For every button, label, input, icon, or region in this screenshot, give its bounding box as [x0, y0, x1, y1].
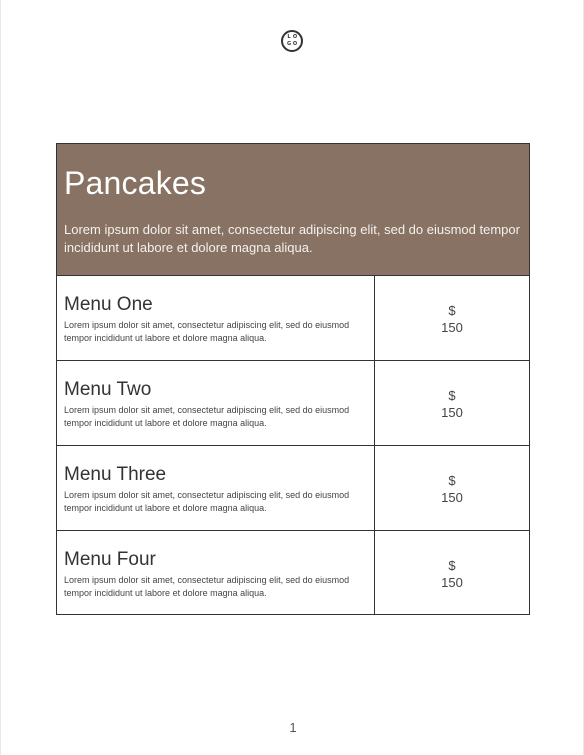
menu-item-price: 150	[441, 490, 463, 505]
menu-item-description: Lorem ipsum dolor sit amet, consectetur adipiscing elit, sed do eiusmod tempor incididunt ut labore et dolore magna aliqua.	[64, 575, 350, 598]
menu-item-description: Lorem ipsum dolor sit amet, consectetur adipiscing elit, sed do eiusmod tempor incididunt ut labore et dolore magna aliqua.	[64, 490, 350, 513]
logo-letter: O	[292, 34, 298, 40]
menu-item-description: Lorem ipsum dolor sit amet, consectetur adipiscing elit, sed do eiusmod tempor incididunt ut labore et dolore magna aliqua.	[64, 405, 350, 428]
menu-item-price-cell	[375, 361, 529, 445]
menu-row	[57, 446, 529, 531]
menu-item-price-cell	[375, 446, 529, 530]
logo-circle-icon	[281, 30, 303, 52]
menu-item-price: 150	[441, 320, 463, 335]
page-number: 1	[289, 720, 297, 735]
menu-item-price-cell	[375, 276, 529, 360]
menu-item-price: 150	[441, 575, 463, 590]
menu-item-name: Menu Three	[64, 464, 167, 485]
menu-row	[57, 531, 529, 615]
menu-row	[57, 361, 529, 446]
menu-item-name: Menu Four	[64, 549, 156, 570]
menu-item-info	[57, 276, 375, 360]
logo-letter: O	[292, 41, 298, 47]
menu-item-info	[57, 446, 375, 530]
menu-row	[57, 276, 529, 361]
menu-item-price-cell	[375, 531, 529, 615]
menu-header	[57, 144, 529, 276]
currency-symbol: $	[448, 303, 456, 318]
currency-symbol: $	[448, 558, 456, 573]
menu-item-name: Menu Two	[64, 379, 152, 400]
logo-letter: G	[286, 41, 292, 47]
menu-item-info	[57, 531, 375, 615]
menu-item-name: Menu One	[64, 294, 153, 315]
currency-symbol: $	[448, 473, 456, 488]
menu-item-info	[57, 361, 375, 445]
menu-item-price: 150	[441, 405, 463, 420]
logo-letter: L	[287, 34, 291, 40]
menu-item-description: Lorem ipsum dolor sit amet, consectetur adipiscing elit, sed do eiusmod tempor incididunt ut labore et dolore magna aliqua.	[64, 320, 350, 343]
menu-title: Pancakes	[64, 165, 207, 201]
menu-description: Lorem ipsum dolor sit amet, consectetur adipiscing elit, sed do eiusmod tempor incididunt ut labore et dolore magna aliqua.	[64, 222, 520, 255]
currency-symbol: $	[448, 388, 456, 403]
menu-table	[56, 143, 530, 615]
